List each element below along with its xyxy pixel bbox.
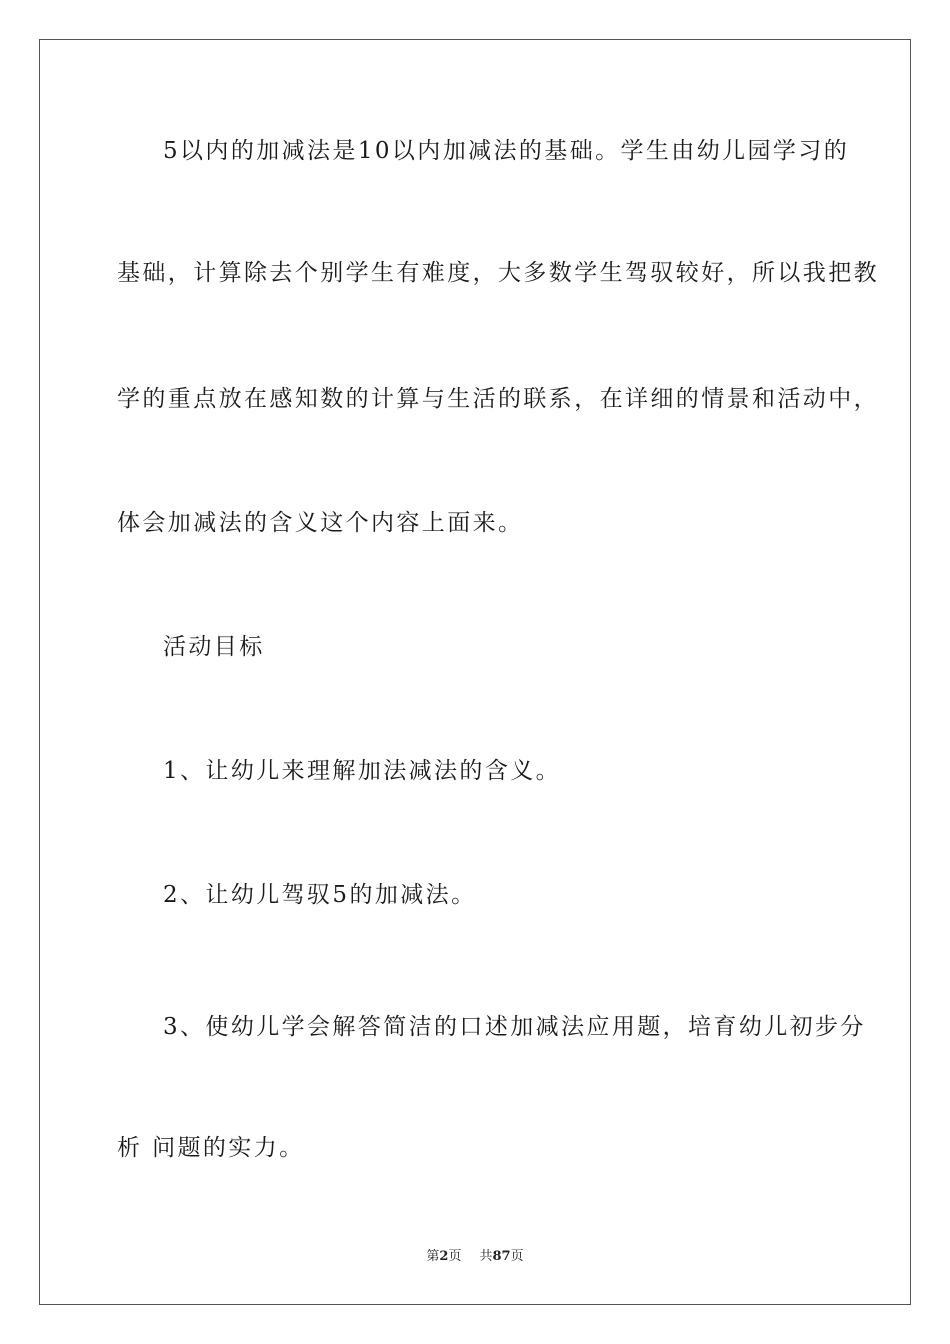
footer-total-suffix: 页 xyxy=(510,1249,524,1264)
paragraph-line: 学的重点放在感知数的计算与生活的联系，在详细的情景和活动中， xyxy=(117,386,879,412)
footer-page-suffix: 页 xyxy=(448,1249,462,1264)
page-border xyxy=(39,39,911,1305)
footer-page-prefix: 第 xyxy=(426,1249,440,1264)
list-item-continuation: 析 问题的实力。 xyxy=(117,1135,305,1161)
page-footer xyxy=(0,1248,950,1266)
paragraph-line: 体会加减法的含义这个内容上面来。 xyxy=(117,510,524,536)
list-item: 1、让幼儿来理解加法减法的含义。 xyxy=(163,758,562,784)
footer-total-pages: 87 xyxy=(492,1249,511,1264)
footer-total-prefix: 共 xyxy=(479,1249,493,1264)
section-heading: 活动目标 xyxy=(163,634,265,660)
list-item: 3、使幼儿学会解答简洁的口述加减法应用题，培育幼儿初步分 xyxy=(163,1014,866,1040)
list-item: 2、让幼儿驾驭5的加减法。 xyxy=(163,882,477,908)
paragraph-line: 基础，计算除去个别学生有难度，大多数学生驾驭较好，所以我把教 xyxy=(117,260,879,286)
paragraph-line: 5以内的加减法是10以内加减法的基础。学生由幼儿园学习的 xyxy=(163,138,850,164)
footer-page-number: 2 xyxy=(439,1249,449,1264)
